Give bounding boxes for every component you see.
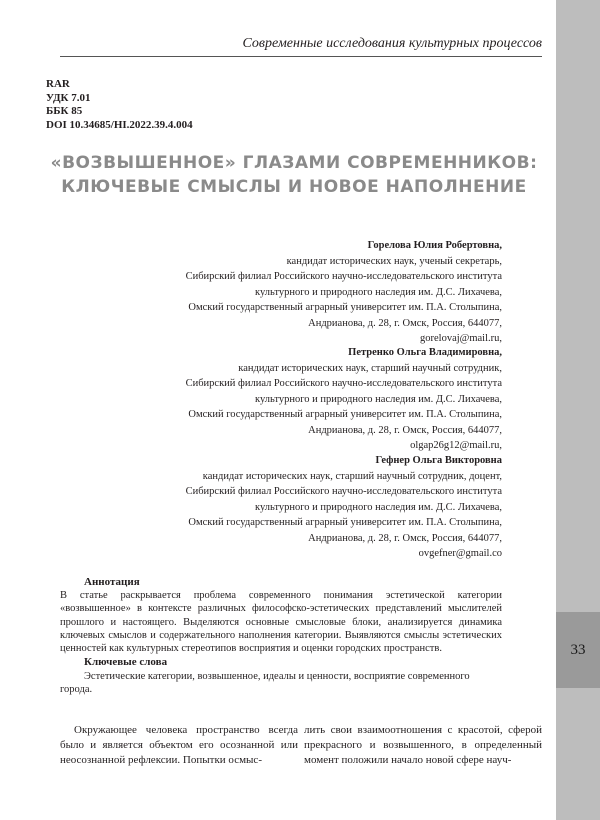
author-affiliation-line: Омский государственный аграрный университет им. П.А. Столыпина,: [188, 517, 502, 528]
body-column-right: лить свои взаимоотношения с красотой, сферой прекрасного и возвышенного, в определенный момент положили начало новой сфере науч-: [304, 724, 542, 766]
author-affiliation-line: Сибирский филиал Российского научно-исследовательского института: [185, 271, 502, 282]
article-title-line-2: КЛЮЧЕВЫЕ СМЫСЛЫ И НОВОЕ НАПОЛНЕНИЕ: [61, 177, 527, 197]
article-title: [46, 151, 542, 199]
journal-running-title: Современные исследования культурных процессов: [242, 36, 542, 51]
author-name: Петренко Ольга Владимировна,: [348, 347, 502, 358]
abstract-text: В статье раскрывается проблема современного понимания эстетической категории «возвышенное» в контексте различных философско-эстетических представлений мыслителей прошлого и настоящего. Выделяются основные смысловые блоки, анализируется динамика ключевых смыслов и содержательного наполнения категории. Выявляются смыслы эстетических ценностей как культурных стереотипов восприятия и оценки городских пространств.: [60, 590, 502, 655]
author-affiliation-line: кандидат исторических наук, ученый секретарь,: [286, 255, 502, 267]
author-block-1: [100, 238, 502, 347]
meta-line-udk: УДК 7.01: [46, 91, 91, 104]
author-affiliation-line: кандидат исторических наук, старший научный сотрудник, доцент,: [202, 470, 502, 482]
author-affiliation-line: Сибирский филиал Российского научно-исследовательского института: [185, 486, 502, 497]
author-email: gorelovaj@mail.ru,: [420, 333, 502, 344]
author-block-3: [100, 453, 502, 562]
author-email: olgap26g12@mail.ru,: [410, 440, 502, 451]
author-affiliation-line: культурного и природного наследия им. Д.С. Лихачева,: [255, 501, 502, 513]
meta-line-rar: RAR: [46, 78, 70, 90]
meta-line-doi: DOI 10.34685/HI.2022.39.4.004: [46, 118, 193, 131]
article-title-line-1: «ВОЗВЫШЕННОЕ» ГЛАЗАМИ СОВРЕМЕННИКОВ:: [50, 153, 538, 173]
header-rule: [60, 56, 542, 57]
keywords-heading: Ключевые слова: [84, 656, 168, 668]
author-affiliation-line: Омский государственный аграрный университет им. П.А. Столыпина,: [188, 302, 502, 313]
author-affiliation-line: культурного и природного наследия им. Д.С. Лихачева,: [255, 286, 502, 298]
author-affiliation-line: Сибирский филиал Российского научно-исследовательского института: [185, 378, 502, 389]
classification-block: [46, 78, 193, 132]
author-affiliation-line: культурного и природного наследия им. Д.С. Лихачева,: [255, 393, 502, 405]
meta-line-bbk: ББК 85: [46, 105, 83, 117]
page-side-strip: [556, 0, 600, 820]
abstract-heading: Аннотация: [84, 576, 140, 588]
author-affiliation-line: Андрианова, д. 28, г. Омск, Россия, 644077,: [308, 532, 502, 544]
author-name: Гефнер Ольга Викторовна: [375, 455, 502, 466]
author-name: Горелова Юлия Робертовна,: [367, 240, 502, 251]
author-block-2: [100, 345, 502, 454]
body-column-left: Окружающее человека пространство всегда было и является объектом его осознанной или неосознанной рефлексии. Попытки осмыс-: [60, 724, 298, 766]
page-number: 33: [556, 612, 600, 688]
keywords-text: Эстетические категории, возвышенное, идеалы и ценности, восприятие современного города.: [60, 671, 470, 696]
author-affiliation-line: Омский государственный аграрный университет им. П.А. Столыпина,: [188, 409, 502, 420]
author-affiliation-line: Андрианова, д. 28, г. Омск, Россия, 644077,: [308, 424, 502, 436]
author-affiliation-line: Андрианова, д. 28, г. Омск, Россия, 644077,: [308, 317, 502, 329]
author-email: ovgefner@gmail.co: [418, 548, 502, 559]
author-affiliation-line: кандидат исторических наук, старший научный сотрудник,: [238, 362, 502, 374]
